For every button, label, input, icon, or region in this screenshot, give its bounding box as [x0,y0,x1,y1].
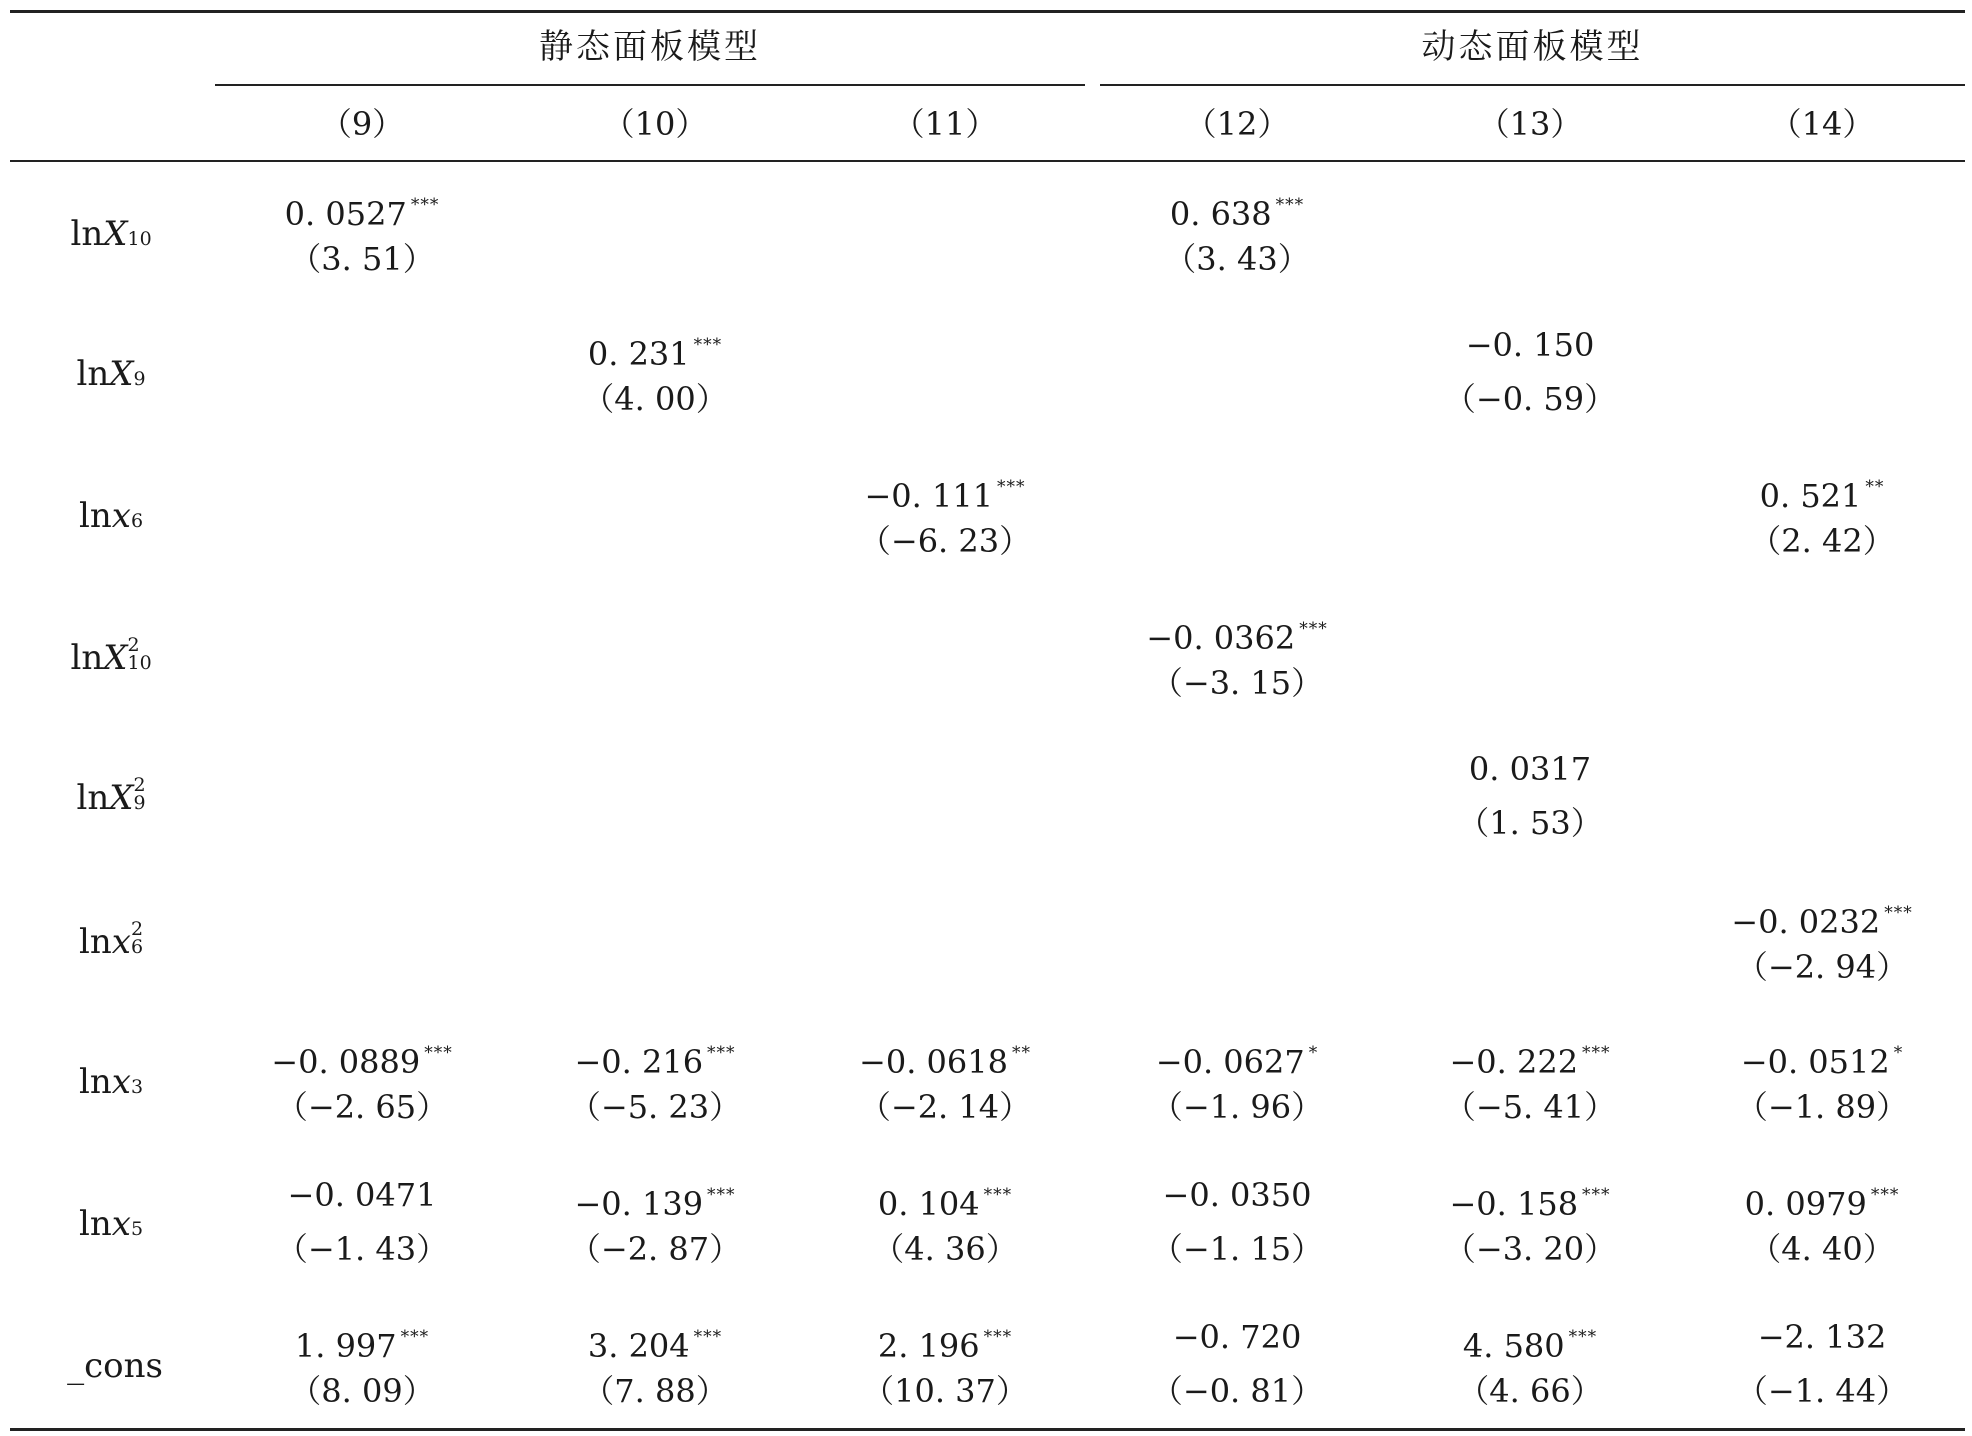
table-cell [1097,1028,1377,1136]
t-statistic: （4. 40） [1749,1230,1895,1268]
t-statistic: （2. 42） [1749,522,1895,560]
row-label-subscript: 6 [130,510,144,532]
coefficient-value [222,1170,502,1224]
coefficient-value [1682,1170,1962,1224]
coefficient-value [805,1028,1085,1082]
column-header: （10） [602,105,708,143]
row-label-subscript: 10 [127,228,152,250]
row-label-variable: X [109,354,134,394]
t-statistic: （−2. 87） [568,1230,742,1268]
table-cell [1682,1028,1962,1136]
group-underline-static [215,84,1085,86]
coefficient-number: −0. 216 [574,1043,704,1081]
bottom-rule [10,1428,1965,1431]
table-cell [1390,744,1670,852]
t-statistic: （−0. 59） [1443,380,1617,418]
significance-stars: *** [693,1327,723,1347]
t-statistic: （−1. 43） [275,1230,449,1268]
t-statistic: （−2. 94） [1735,948,1909,986]
t-statistic: （1. 53） [1457,804,1603,842]
coefficient-number: −0. 0618 [859,1043,1008,1081]
table-cell [222,180,502,288]
coefficient-number: −2. 132 [1757,1318,1887,1356]
coefficient-value [222,1312,502,1366]
table-cell [1390,1312,1670,1420]
significance-stars: *** [1582,1185,1611,1205]
row-label [10,774,220,822]
group-title-dynamic: 动态面板模型 [1421,27,1644,67]
significance-stars: ** [1865,477,1885,497]
row-label [10,210,220,258]
t-statistic: （−2. 14） [858,1088,1032,1126]
coefficient-number: −0. 0889 [271,1043,421,1081]
table-cell [805,1312,1085,1420]
coefficient-number: 0. 638 [1169,195,1272,233]
table-cell [805,1028,1085,1136]
coefficient-value [805,1312,1085,1366]
t-statistic: （−1. 96） [1150,1088,1324,1126]
significance-stars: *** [707,1185,736,1205]
coefficient-value [1390,1312,1670,1366]
coefficient-number: −0. 158 [1449,1185,1579,1223]
coefficient-value [805,1170,1085,1224]
table-cell [222,1312,502,1420]
row-label [10,918,220,966]
row-label-variable: x [111,1204,131,1244]
t-statistic: （−3. 15） [1150,664,1324,702]
coefficient-value [1390,1170,1670,1224]
column-header: （11） [892,105,998,143]
coefficient-number: 0. 0527 [284,195,407,233]
table-cell [515,1170,795,1278]
coefficient-number: −0. 0627 [1155,1043,1305,1081]
table-cell [515,320,795,428]
coefficient-number: −0. 150 [1465,326,1595,364]
row-label [10,634,220,682]
significance-stars: *** [400,1327,430,1347]
coefficient-number: 0. 0979 [1744,1185,1867,1223]
row-label-scripts [134,350,154,398]
row-label-prefix: ln [79,1204,112,1244]
table-cell [1682,1170,1962,1278]
table-cell [222,1170,502,1278]
row-label-prefix: ln [76,354,110,394]
table-cell [515,1028,795,1136]
row-label-prefix: ln [76,778,110,818]
coefficient-value [1682,1028,1962,1082]
t-statistic: （−2. 65） [275,1088,449,1126]
coefficient-value [1390,1028,1670,1082]
row-label-variable: X [109,778,134,818]
coefficient-value [515,1028,795,1082]
row-label-prefix: ln [79,496,112,536]
group-title-static: 静态面板模型 [539,27,761,67]
row-label-subscript: 6 [130,936,144,958]
t-statistic: （3. 51） [289,240,435,278]
significance-stars: *** [1275,195,1305,215]
row-label-subscript: 10 [127,652,152,674]
t-statistic: （−5. 41） [1443,1088,1617,1126]
coefficient-value [1097,1312,1377,1366]
coefficient-number: −0. 0512 [1740,1043,1890,1081]
table-cell [1390,320,1670,428]
coefficient-number: 2. 196 [877,1327,980,1365]
coefficient-number: −0. 111 [864,477,994,515]
coefficient-number: 3. 204 [587,1327,690,1365]
coefficient-number: −0. 0362 [1146,619,1296,657]
significance-stars: *** [424,1043,453,1063]
table-cell [1390,1170,1670,1278]
t-statistic: （−1. 15） [1150,1230,1324,1268]
t-statistic: （4. 00） [582,380,728,418]
coefficient-value [515,1312,795,1366]
significance-stars: *** [410,195,440,215]
coefficient-value [222,1028,502,1082]
t-statistic: （−5. 23） [568,1088,742,1126]
t-statistic: （−6. 23） [858,522,1032,560]
row-label-prefix: ln [79,922,112,962]
row-label-prefix: ln [70,638,104,678]
coefficient-number: −0. 720 [1172,1318,1302,1356]
row-label [10,1342,220,1390]
table-cell [805,462,1085,570]
table-cell [1097,1170,1377,1278]
coefficient-value [1682,1312,1962,1366]
row-label-prefix: ln [79,1062,112,1102]
row-label-subscript: 5 [130,1218,144,1240]
row-label-scripts [134,774,154,822]
significance-stars: *** [1870,1185,1900,1205]
significance-stars: *** [983,1327,1013,1347]
row-label-variable: X [103,214,128,254]
column-header: （14） [1769,105,1875,143]
coefficient-value [1097,1028,1377,1082]
coefficient-value [805,462,1085,516]
top-rule [10,10,1965,13]
coefficient-number: −0. 139 [574,1185,704,1223]
coefficient-value [1097,604,1377,658]
table-cell [1390,1028,1670,1136]
row-label-superscript: 2 [133,774,146,796]
table-cell [1097,180,1377,288]
coefficient-number: 0. 521 [1759,477,1862,515]
significance-stars: *** [983,1185,1013,1205]
significance-stars: * [1308,1043,1319,1063]
significance-stars: *** [1568,1327,1598,1347]
row-label-scripts [131,1200,151,1248]
row-label-variable: x [111,496,131,536]
row-label-variable: x [111,1062,131,1102]
row-label-scripts [131,492,151,540]
t-statistic: （4. 36） [872,1230,1018,1268]
coefficient-number: 1. 997 [294,1327,397,1365]
coefficient-number: 0. 104 [877,1185,980,1223]
table-cell [1682,1312,1962,1420]
row-label [10,350,220,398]
coefficient-number: −0. 0471 [287,1176,437,1214]
t-statistic: （8. 09） [289,1372,435,1410]
coefficient-value [1682,888,1962,942]
significance-stars: *** [997,477,1026,497]
table-cell [515,1312,795,1420]
t-statistic: （−1. 44） [1735,1372,1909,1410]
group-underline-dynamic [1100,84,1965,86]
table-cell [1097,1312,1377,1420]
row-label-prefix: ln [70,214,104,254]
t-statistic: （−3. 20） [1443,1230,1617,1268]
row-label-subscript: 3 [130,1076,144,1098]
coefficient-number: 4. 580 [1462,1327,1565,1365]
table-cell [1682,462,1962,570]
column-header: （12） [1184,105,1290,143]
table-cell [1682,888,1962,996]
significance-stars: ** [1011,1043,1031,1063]
row-label-subscript: 9 [133,792,146,814]
coefficient-value [1390,320,1670,374]
t-statistic: （10. 37） [862,1372,1028,1410]
row-label-scripts [131,918,151,966]
coefficient-number: −0. 222 [1449,1043,1579,1081]
table-cell [222,1028,502,1136]
significance-stars: *** [693,335,723,355]
significance-stars: *** [1884,903,1913,923]
column-header: （9） [319,105,405,143]
row-label-scripts [128,634,160,682]
significance-stars: *** [1299,619,1328,639]
coefficient-number: 0. 231 [587,335,690,373]
table-cell [1097,604,1377,712]
row-label [10,1200,220,1248]
significance-stars: *** [1582,1043,1611,1063]
coefficient-value [515,1170,795,1224]
row-label-superscript: 2 [130,918,144,940]
row-label-variable: x [111,922,131,962]
row-label [10,492,220,540]
row-label-scripts [128,210,160,258]
coefficient-value [515,320,795,374]
t-statistic: （4. 66） [1457,1372,1603,1410]
coefficient-value [222,180,502,234]
significance-stars: * [1893,1043,1904,1063]
row-label-prefix: _cons [67,1346,163,1386]
coefficient-number: 0. 0317 [1468,750,1592,788]
coefficient-value [1097,1170,1377,1224]
t-statistic: （−1. 89） [1735,1088,1909,1126]
row-label [10,1058,220,1106]
row-label-variable: X [103,638,128,678]
t-statistic: （−0. 81） [1150,1372,1324,1410]
coefficient-value [1682,462,1962,516]
coefficient-number: −0. 0232 [1731,903,1881,941]
coefficient-number: −0. 0350 [1162,1176,1312,1214]
t-statistic: （7. 88） [582,1372,728,1410]
header-bottom-rule [10,160,1965,162]
column-header: （13） [1477,105,1583,143]
row-label-superscript: 2 [127,634,140,656]
row-label-scripts [131,1058,151,1106]
coefficient-value [1390,744,1670,798]
significance-stars: *** [707,1043,736,1063]
coefficient-value [1097,180,1377,234]
table-cell [805,1170,1085,1278]
row-label-subscript: 9 [133,368,146,390]
t-statistic: （3. 43） [1164,240,1310,278]
